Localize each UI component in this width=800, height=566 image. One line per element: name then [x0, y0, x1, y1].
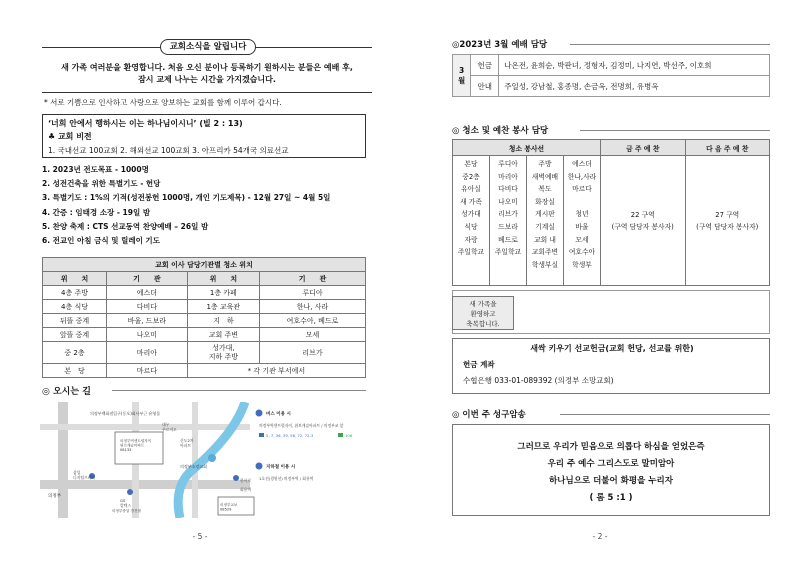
- table-row: [43, 300, 366, 314]
- station-marker: [127, 489, 133, 495]
- table-cell: * 각 기관 부서에서: [187, 364, 365, 378]
- verse-line: 우리 주 예수 그리스도로 말미암아: [547, 459, 675, 469]
- verse-line: 그러므로 우리가 믿음으로 의롭다 하심을 얻었은즉: [517, 442, 705, 452]
- table-cell: 여호수아, 베드로: [259, 314, 365, 328]
- march-duty-title: ◎2023년 3월 예배 담당: [452, 40, 548, 50]
- vision-items: 1. 국내선교 100교회 2. 해외선교 100교회 3. 아프리카 54개국 의료선교: [48, 146, 289, 155]
- column-header: 다 음 주 예 찬: [685, 140, 770, 156]
- table-cell: 루디아: [259, 286, 365, 300]
- service-item: 마리아: [498, 172, 518, 181]
- account-number: 수협은행 033-01-089392 (의정부 소망교회): [463, 376, 614, 385]
- section-line: [560, 414, 770, 415]
- role-cell: 헌금: [471, 55, 499, 76]
- directions-map: [40, 402, 372, 518]
- table-cell: 교회 주변: [187, 328, 259, 342]
- column-header: 위 치: [187, 272, 259, 286]
- directions-title-line: [112, 390, 366, 391]
- station-marker: [233, 475, 239, 481]
- welcome-line-1: 새 가족 여러분을 환영합니다. 처음 오신 분이나 등록하기 원하시는 분들은 예배 후,: [61, 63, 353, 72]
- service-item: 한나,사라: [567, 172, 597, 181]
- march-duty-table: [452, 54, 770, 97]
- table-row: [43, 286, 366, 300]
- table-cell: 리브가: [259, 342, 365, 364]
- new-family-box: 새 가족을 환영하고 축복합니다.: [452, 296, 514, 330]
- column-header: 기 관: [259, 272, 365, 286]
- service-item: 주일학교: [494, 248, 522, 257]
- table-caption: 교회 이사 담당기관별 청소 위치: [43, 258, 366, 272]
- welcome-line-2: 잠시 교제 나누는 시간을 가지겠습니다.: [138, 75, 276, 84]
- table-cell: 지 하: [187, 314, 259, 328]
- table-cell: 4층 주방: [43, 286, 107, 300]
- table-cell: 본 당: [43, 364, 107, 378]
- service-item: 기계실: [535, 222, 555, 231]
- service-item: 베드로: [498, 235, 518, 244]
- section-line: [580, 130, 770, 131]
- service-item: 다비다: [498, 185, 518, 194]
- service-duty-table: [452, 139, 770, 286]
- column-header: 청소 봉사선: [453, 140, 601, 156]
- service-item-empty: [564, 196, 600, 209]
- table-cell: 바울, 드보라: [106, 314, 187, 328]
- column-header: 위 치: [43, 272, 107, 286]
- church-marker: [208, 454, 216, 462]
- bus-routes-blue: 5, 7, 36, 39, 56, 72, 72-3: [266, 433, 314, 438]
- names-cell: 주일성, 강남철, 홍종명, 손금옥, 전명희, 유병옥: [499, 76, 770, 97]
- service-item: 주일학교: [457, 248, 485, 257]
- map-label: 의정부: [48, 494, 62, 499]
- table-cell: 1층 교육관: [187, 300, 259, 314]
- service-item: 여호수아: [568, 248, 596, 257]
- map-label: 의정부백화점입구(동오)회사부근 유영물: [90, 411, 161, 416]
- map-graphic: [40, 402, 372, 518]
- map-label: 의정부중앙 경전철: [112, 509, 141, 513]
- service-column: [564, 156, 601, 286]
- announcement-list: [42, 163, 330, 248]
- table-row: [43, 328, 366, 342]
- courtesy-note: * 서로 기쁨으로 인사하고 사랑으로 양보하는 교회를 함께 이루어 갑시다.: [44, 98, 282, 107]
- service-item: 새벽예배: [531, 172, 559, 181]
- role-cell: 안내: [471, 76, 499, 97]
- column-header: 기 관: [106, 272, 187, 286]
- service-item: 성가대: [461, 210, 481, 219]
- mission-title: 새싹 키우기 선교헌금(교회 헌당, 선교를 위한): [530, 344, 694, 353]
- service-column: [453, 156, 490, 286]
- table-row: [43, 314, 366, 328]
- map-label: 의정부교보 08529: [220, 503, 238, 512]
- table-cell: 다비다: [106, 300, 187, 314]
- service-item: 학생부실: [531, 260, 559, 269]
- service-item: 에스더: [572, 160, 592, 168]
- table-cell: 한나, 사라: [259, 300, 365, 314]
- service-item: 모세: [575, 235, 589, 244]
- map-label: 회룡역: [240, 487, 252, 492]
- announcement-item: 1. 2023년 전도목표 - 1000명: [42, 165, 149, 174]
- blue-bus-icon: [259, 433, 264, 437]
- vision-box: [42, 114, 366, 158]
- announcement-item: 6. 전교인 아침 금식 및 릴레이 기도: [42, 236, 160, 246]
- bus-icon: [256, 410, 263, 417]
- directions-title: ◎ 오시는 길: [42, 387, 91, 397]
- service-column: [527, 156, 564, 286]
- mission-offering-box: [452, 338, 770, 394]
- map-label: 한서로: [240, 478, 252, 483]
- table-cell: 에스더: [106, 286, 187, 300]
- table-cell: 모세: [259, 328, 365, 342]
- service-item: 나오미: [498, 197, 518, 206]
- subway-desc: 1호선(경원선) 의정부역 / 회룡역: [259, 476, 314, 481]
- map-label: 삼성 디지털프라자: [73, 470, 96, 480]
- announcement-item: 3. 특별기도 : 1%의 기적(성전봉헌 1000명, 개인 기도제목) - 12월 27일 ~ 4월 5일: [42, 193, 331, 203]
- service-item: 주방: [538, 160, 552, 168]
- service-item: 교회주변: [531, 248, 559, 257]
- news-header: [42, 38, 372, 56]
- service-item: 식당: [464, 222, 478, 231]
- table-cell: 마르다: [106, 364, 187, 378]
- service-item: 본당: [464, 160, 478, 168]
- service-item: 바울: [575, 222, 589, 231]
- verse-line: 하나님으로 더불어 화평을 누리자: [549, 476, 673, 486]
- section-line: [570, 44, 770, 45]
- map-road: [40, 480, 250, 489]
- news-title: 교회소식을 알립니다: [160, 39, 256, 55]
- service-item: 중2층: [462, 172, 480, 181]
- next-week-offering: 27 구역 (구역 담당자 봉사자): [685, 156, 770, 286]
- subway-icon: [256, 463, 263, 470]
- service-item: 마르다: [572, 185, 592, 194]
- service-item: 유아실: [461, 185, 481, 194]
- map-label: 의정부소망교회: [180, 464, 208, 469]
- map-label: 대우 푸르지오: [162, 422, 177, 432]
- service-item: 루디아: [498, 160, 518, 168]
- green-bus-icon: [338, 433, 343, 437]
- table-row: [453, 76, 770, 97]
- map-label: GS 칼텍스: [120, 498, 132, 508]
- verse-reference: ( 롬 5 :1 ): [589, 493, 633, 503]
- bus-routes-green: 106: [345, 433, 353, 438]
- table-cell: 나오미: [106, 328, 187, 342]
- service-item: 학생부: [572, 260, 592, 269]
- welcome-message: [42, 62, 372, 86]
- service-item: 리브가: [498, 210, 518, 219]
- map-label: 의정부역센트럴자이 위브캐슬아파트 08133: [120, 439, 152, 452]
- theme-verse: ‘너희 안에서 행하시는 이는 하나님이시니’ (빌 2 : 13): [48, 119, 243, 128]
- map-road: [58, 402, 68, 518]
- service-item: 청년: [575, 210, 589, 219]
- cleaning-assignment-table: [42, 257, 366, 378]
- service-item: 새 가족: [460, 197, 482, 206]
- service-item: 자랑: [464, 235, 478, 244]
- service-item: 복도: [538, 185, 552, 194]
- announcement-item: 4. 간증 : 임태경 소장 - 19일 밤: [42, 207, 151, 217]
- table-cell: 앞뜰 중계: [43, 328, 107, 342]
- column-header: 금 주 예 찬: [601, 140, 686, 156]
- table-cell: 뒤뜰 중계: [43, 314, 107, 328]
- bus-title: 버스 이용 시: [266, 412, 291, 417]
- verse-title: ◎ 이번 주 성구암송: [452, 410, 526, 420]
- table-cell: 중 2층: [43, 342, 107, 364]
- bus-desc: 의정부역센트럴자이, 위브캐슬아파트 / 의정부교 앞: [259, 423, 344, 428]
- announcement-item: 5. 찬양 축제 : CTS 선교동역 찬양예배 – 26일 밤: [42, 221, 209, 231]
- page-number: - 5 -: [192, 532, 208, 541]
- table-cell: 마리아: [106, 342, 187, 364]
- names-cell: 나온전, 윤희순, 박판녀, 정형자, 김정미, 나지연, 박선주, 이호희: [499, 55, 770, 76]
- subway-title: 지하철 이용 시: [266, 465, 296, 470]
- divider: [42, 92, 372, 93]
- table-row: [43, 342, 366, 364]
- page-number: - 2 -: [592, 532, 608, 541]
- service-item: 화장실: [535, 197, 555, 206]
- account-label: 헌금 계좌: [463, 360, 495, 369]
- map-road: [40, 424, 250, 430]
- this-week-offering: 22 구역 (구역 담당자 봉사자): [601, 156, 686, 286]
- service-column: [490, 156, 527, 286]
- table-row: [43, 364, 366, 378]
- table-cell: 4층 식당: [43, 300, 107, 314]
- table-row: [453, 55, 770, 76]
- table-cell: 성가대, 지하 주방: [187, 342, 259, 364]
- month-cell: 3월: [453, 55, 471, 97]
- announcement-item: 2. 성전건축을 위한 특별기도 - 헌당: [42, 179, 161, 189]
- service-duty-title: ◎ 청소 및 예찬 봉사 담당: [452, 126, 549, 136]
- memory-verse-box: [452, 424, 770, 516]
- service-item: 교회 내: [534, 235, 556, 244]
- vision-title: ♣ 교회 비전: [48, 132, 92, 141]
- service-item: 게시판: [535, 210, 555, 219]
- service-item: 드보라: [498, 222, 518, 231]
- table-cell: 1층 카페: [187, 286, 259, 300]
- map-label: 신도2차 아파트: [180, 438, 194, 448]
